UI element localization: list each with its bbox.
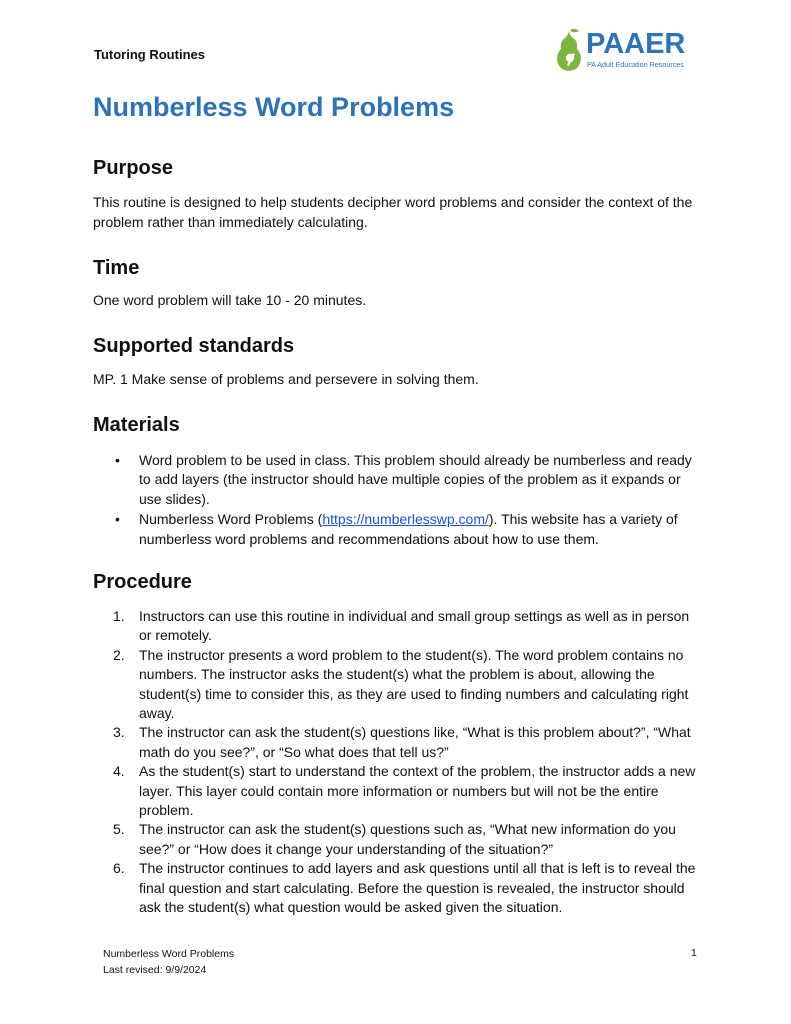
list-item bbox=[93, 646, 699, 724]
list-item bbox=[93, 859, 699, 917]
list-item bbox=[93, 510, 699, 549]
step-number: 3. bbox=[113, 724, 125, 741]
step-text: As the student(s) start to understand the context of the problem, the instructor adds a new layer. This layer could contain more information or numbers but will not be the entire problem. bbox=[139, 763, 696, 819]
purpose-text: This routine is designed to help students decipher word problems and consider the context of the problem rather than immediately calculating. bbox=[93, 194, 693, 230]
logo-wordmark: PAAER bbox=[586, 28, 686, 60]
materials-list bbox=[93, 451, 699, 549]
numberlesswp-link[interactable]: https://numberlesswp.com/ bbox=[322, 511, 489, 528]
step-number: 2. bbox=[113, 646, 125, 663]
step-text: The instructor can ask the student(s) questions like, “What is this problem about?”, “What math do you see?”, or “So what does that tell us?” bbox=[139, 724, 691, 760]
logo-tagline: PA Adult Education Resources bbox=[587, 60, 684, 69]
materials-item-text-after: ). This website has a variety of numberless word problems and recommendations about how to use them. bbox=[139, 511, 678, 547]
header-label: Tutoring Routines bbox=[94, 47, 205, 62]
list-item bbox=[93, 451, 699, 509]
procedure-heading: Procedure bbox=[93, 571, 192, 593]
step-number: 4. bbox=[113, 763, 125, 780]
step-number: 6. bbox=[113, 860, 125, 877]
list-item bbox=[93, 607, 699, 646]
purpose-heading: Purpose bbox=[93, 157, 174, 179]
materials-item-text-before: Numberless Word Problems ( bbox=[139, 511, 323, 528]
step-text: Instructors can use this routine in individual and small group settings as well as in person or remotely. bbox=[139, 608, 690, 644]
materials-heading: Materials bbox=[93, 414, 180, 436]
step-text: The instructor continues to add layers and ask questions until all that is left is to reveal the final question and start calculating. Before the question is revealed, the instructor should ask the student(s) what question would be asked given the situation. bbox=[139, 860, 696, 916]
materials-item-text: Word problem to be used in class. This problem should already be numberless and ready to add layers (the instructor should have multiple copies of the problem as it expands or use slides). bbox=[139, 452, 692, 507]
list-item bbox=[93, 820, 699, 859]
list-item bbox=[93, 723, 699, 762]
pear-icon bbox=[553, 27, 585, 75]
bullet-dot: • bbox=[115, 511, 120, 528]
paaer-logo bbox=[553, 27, 703, 75]
page-title: Numberless Word Problems bbox=[93, 92, 455, 122]
time-text: One word problem will take 10 - 20 minutes. bbox=[93, 292, 367, 308]
step-number: 5. bbox=[113, 821, 125, 838]
time-heading: Time bbox=[93, 257, 140, 279]
footer-last-revised: Last revised: 9/9/2024 bbox=[103, 964, 207, 976]
footer-doc-title: Numberless Word Problems bbox=[103, 948, 235, 960]
step-number: 1. bbox=[113, 608, 125, 624]
step-text: The instructor presents a word problem to the student(s). The word problem contains no numbers. The instructor asks the student(s) what the problem is about, allowing the student(s) time to consider this, as they are used to finding numbers and calculating right away. bbox=[139, 646, 689, 722]
page-number: 1 bbox=[691, 947, 697, 959]
procedure-list bbox=[93, 607, 699, 918]
standards-heading: Supported standards bbox=[93, 335, 295, 357]
list-item bbox=[93, 762, 699, 820]
bullet-dot: • bbox=[115, 452, 120, 468]
step-text: The instructor can ask the student(s) questions such as, “What new information do you see?” or “How does it change your understanding of the situation?” bbox=[139, 821, 676, 857]
footer bbox=[103, 946, 234, 978]
standards-text: MP. 1 Make sense of problems and persevere in solving them. bbox=[93, 371, 479, 387]
